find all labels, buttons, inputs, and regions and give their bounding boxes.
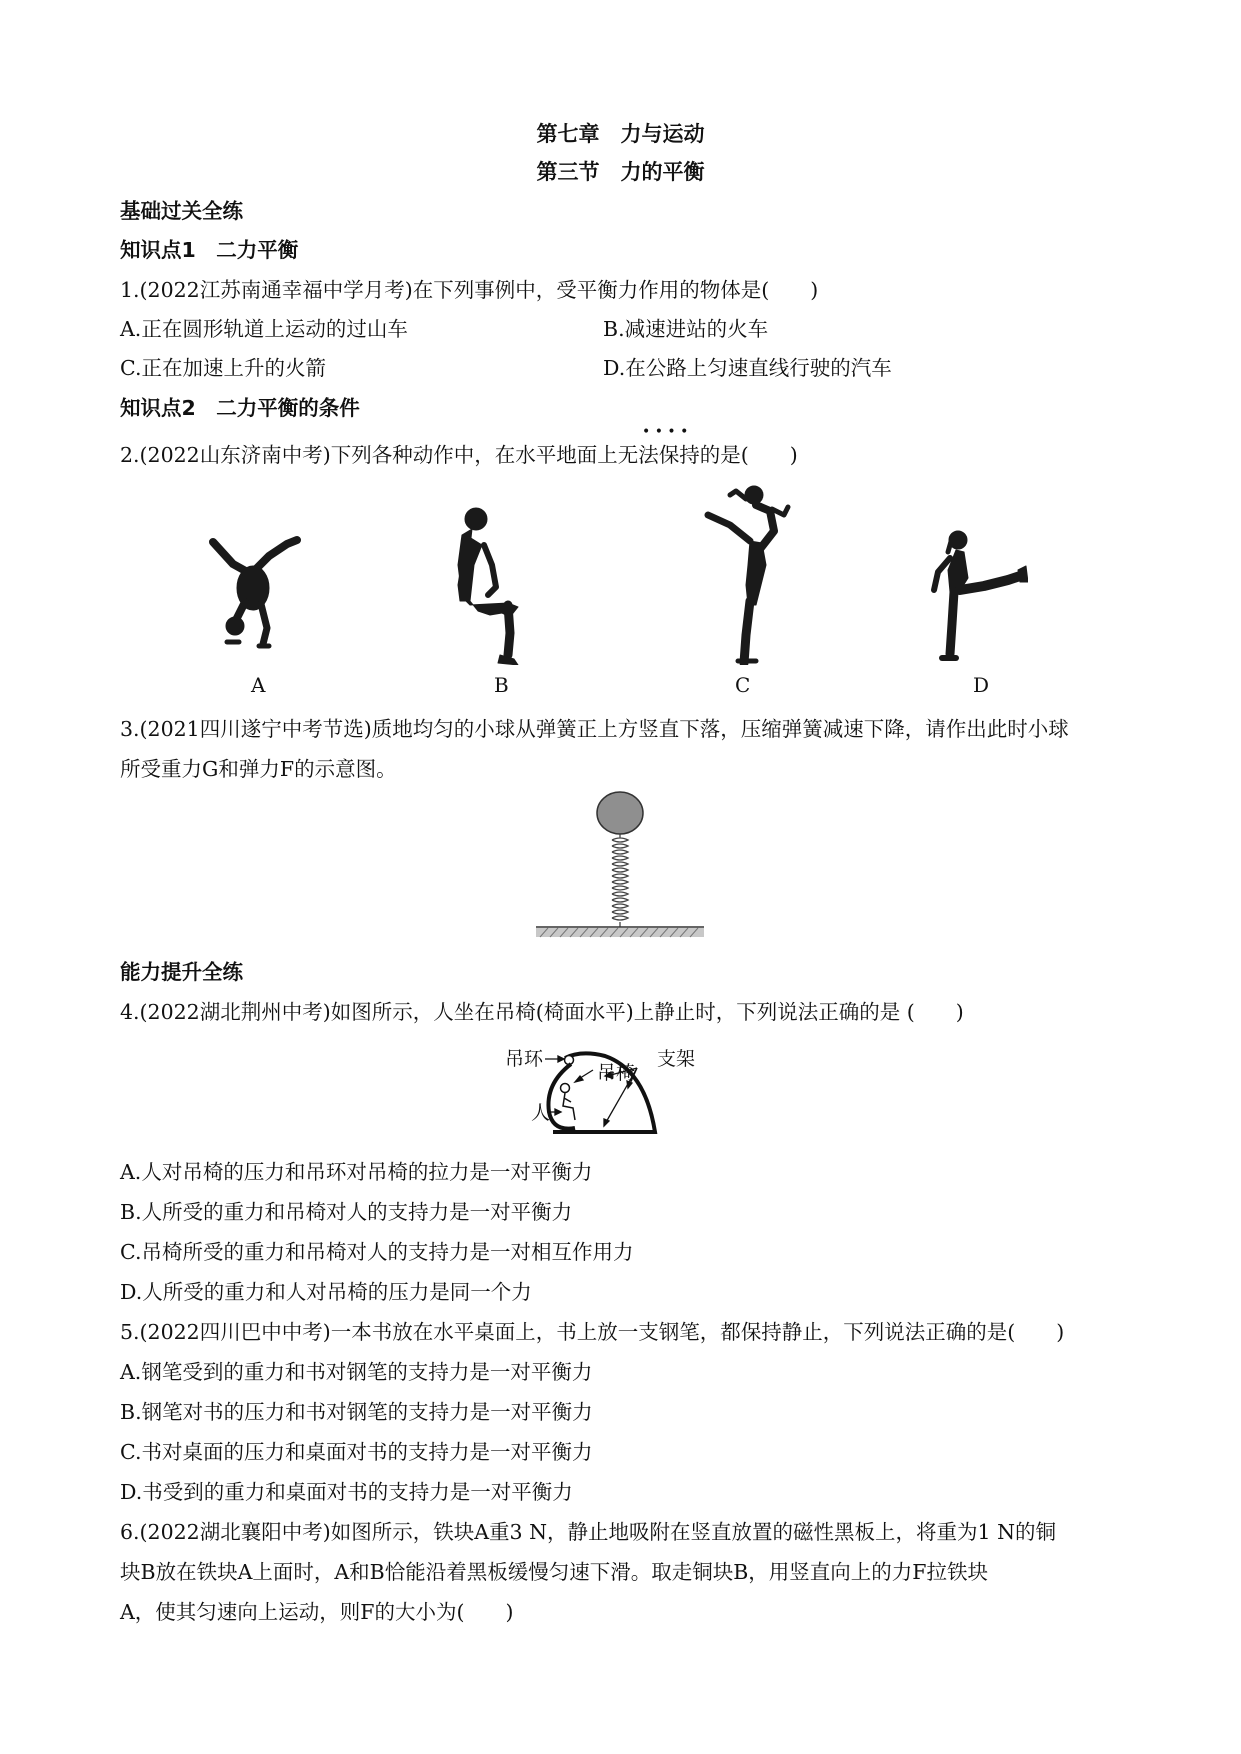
ball-icon	[597, 792, 643, 834]
section-title: 第三节 力的平衡	[536, 160, 705, 184]
q2-label-d: D	[973, 673, 990, 697]
person-icon	[561, 1084, 576, 1121]
q1-option-d: D.在公路上匀速直线行驶的汽车	[603, 356, 892, 380]
ball-spring-diagram	[528, 788, 712, 944]
q3-line-2: 所受重力G和弹力F的示意图。	[120, 757, 397, 781]
q1-option-c: C.正在加速上升的火箭	[120, 356, 326, 380]
q5-option-c: C.书对桌面的压力和桌面对书的支持力是一对平衡力	[120, 1440, 593, 1464]
q2-label-a: A	[251, 673, 266, 697]
ring-label: 吊环	[505, 1048, 544, 1070]
q5-option-b: B.钢笔对书的压力和书对钢笔的支持力是一对平衡力	[120, 1400, 593, 1424]
chair-shape	[548, 1064, 575, 1129]
q6-line-3: A，使其匀速向上运动，则F的大小为( )	[120, 1600, 514, 1624]
q6-line-1: 6.(2022湖北襄阳中考)如图所示，铁块A重3 N，静止地吸附在竖直放置的磁性黑板上，将重为1 N的铜	[120, 1520, 1057, 1544]
q1-stem: 1.(2022江苏南通幸福中学月考)在下列事例中，受平衡力作用的物体是( )	[120, 278, 819, 302]
q1-option-b: B.减速进站的火车	[603, 317, 769, 341]
chapter-title: 第七章 力与运动	[536, 122, 705, 146]
q5-option-a: A.钢笔受到的重力和书对钢笔的支持力是一对平衡力	[120, 1360, 593, 1384]
q5-stem: 5.(2022四川巴中中考)一本书放在水平桌面上，书上放一支钢笔，都保持静止，下列说法正确的是( )	[120, 1320, 1065, 1344]
q5-option-d: D.书受到的重力和桌面对书的支持力是一对平衡力	[120, 1480, 573, 1504]
q2-label-c: C	[735, 673, 751, 697]
q4-stem: 4.(2022湖北荆州中考)如图所示，人坐在吊椅(椅面水平)上静止时，下列说法正确的是 ( )	[120, 1000, 964, 1024]
frame-label: 支架	[657, 1048, 696, 1070]
q2-stem: 2.(2022山东济南中考)下列各种动作中，在水平地面上无法保持的是( )	[120, 443, 798, 467]
advanced-section-heading: 能力提升全练	[120, 960, 243, 984]
q4-option-b: B.人所受的重力和吊椅对人的支持力是一对平衡力	[120, 1200, 573, 1224]
q4-option-a: A.人对吊椅的压力和吊环对吊椅的拉力是一对平衡力	[120, 1160, 593, 1184]
q2-label-b: B	[494, 673, 509, 697]
kicking-silhouette-icon	[928, 530, 1028, 665]
basic-section-heading: 基础过关全练	[120, 199, 243, 223]
ground-hatching	[536, 927, 704, 937]
q3-line-1: 3.(2021四川遂宁中考节选)质地均匀的小球从弹簧正上方竖直下落，压缩弹簧减速下降，请作出此时小球	[120, 717, 1069, 741]
person-label: 人	[531, 1102, 551, 1124]
q4-option-c: C.吊椅所受的重力和吊椅对人的支持力是一对相互作用力	[120, 1240, 634, 1264]
emphasis-dots: • • • •	[642, 424, 689, 440]
chair-label: 吊椅	[597, 1062, 636, 1084]
handstand-silhouette-icon	[205, 530, 305, 650]
q6-line-2: 块B放在铁块A上面时，A和B恰能沿着黑板缓慢匀速下滑。取走铜块B，用竖直向上的力F拉铁块	[120, 1560, 989, 1584]
knowledge-point-2: 知识点2 二力平衡的条件	[120, 396, 360, 420]
hanging-chair-diagram	[505, 1040, 735, 1138]
dancer-silhouette-icon	[700, 485, 800, 665]
spring-icon	[612, 834, 628, 927]
q1-option-a: A.正在圆形轨道上运动的过山车	[120, 317, 408, 341]
sitting-silhouette-icon	[448, 505, 538, 665]
q4-option-d: D.人所受的重力和人对吊椅的压力是同一个力	[120, 1280, 532, 1304]
knowledge-point-1: 知识点1 二力平衡	[120, 238, 299, 262]
